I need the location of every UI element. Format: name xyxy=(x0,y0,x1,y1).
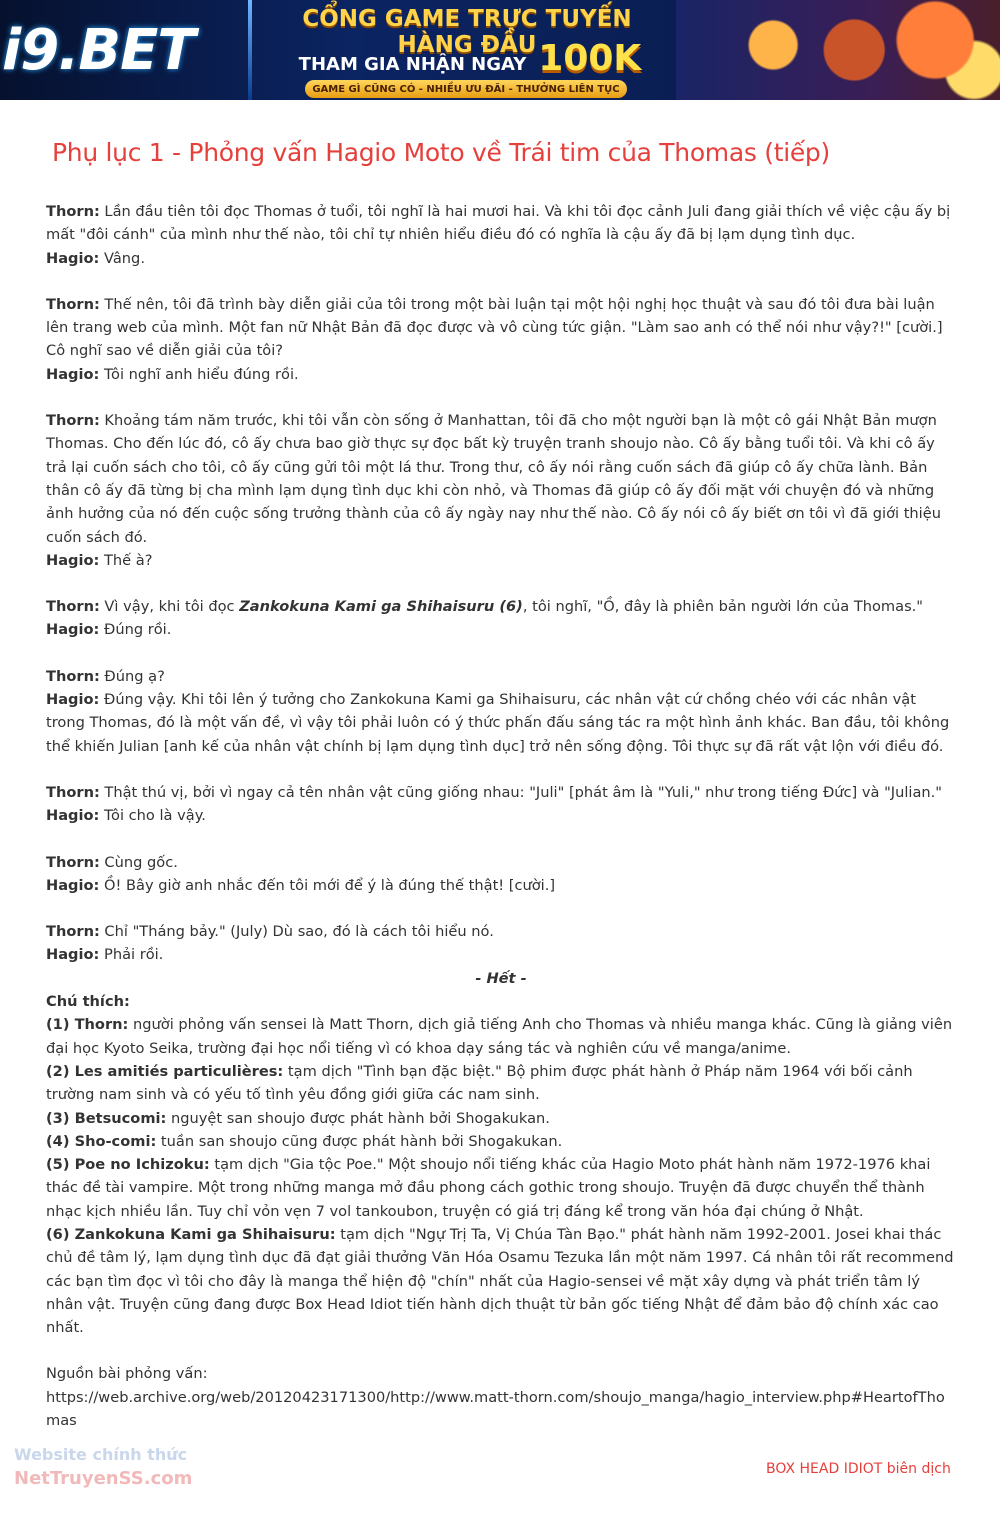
dialogue-line xyxy=(46,665,956,688)
dialogue-block xyxy=(46,665,956,758)
dialogue-text: Thế nên, tôi đã trình bày diễn giải của tôi trong một bài luận tại một hội nghị học thuật và sau đó tôi đưa bài luận lên trang web của mình. Một fan nữ Nhật Bản đã đọc được và vô cùng tức giận. "Làm sao anh có thể nói như vậy?!" [cười.] Cô nghĩ sao về diễn giải của tôi? xyxy=(46,295,943,360)
speaker-label: Thorn: xyxy=(46,598,100,616)
source-link[interactable]: https://web.archive.org/web/20120423171300/http://www.matt-thorn.com/shoujo_manga/hagio_interview.php#HeartofThomas xyxy=(46,1388,945,1430)
banner-headline: CỔNG GAME TRỰC TUYẾN HÀNG ĐẦU xyxy=(302,6,632,58)
note-item xyxy=(46,1153,956,1223)
dialogue-text: Cùng gốc. xyxy=(99,853,178,871)
dialogue-line xyxy=(46,200,956,247)
dialogue-text: Đúng ạ? xyxy=(99,667,165,685)
speaker-label: Hagio: xyxy=(46,946,100,964)
dialogue-text: Khoảng tám năm trước, khi tôi vẫn còn sống ở Manhattan, tôi đã cho một người bạn là một cô gái Nhật Bản mượn Thomas. Cho đến lúc đó, cô ấy chưa bao giờ thực sự đọc bất kỳ truyện tranh shoujo nào. Cô ấy bằng tuổi tôi. Và khi cô ấy trả lại cuốn sách cho tôi, cô ấy cũng gửi tôi một lá thư. Trong thư, cô ấy nói rằng cuốn sách đã giúp cô ấy chữa lành. Bản thân cô ấy đã từng bị cha mình lạm dụng tình dục khi còn nhỏ, và Thomas đã giúp cô ấy đối mặt với chuyện đó và những ảnh hưởng của nó đến cuộc sống trưởng thành của cô ấy ngày nay như thế nào. Cô ấy nói cô ấy biết ơn tôi vì đã giới thiệu cuốn sách đó. xyxy=(46,412,941,546)
dialogue-line xyxy=(46,247,956,270)
banner-divider xyxy=(248,0,252,100)
dialogue-line xyxy=(46,549,956,572)
note-item xyxy=(46,1060,956,1107)
note-text: nguyệt san shoujo được phát hành bởi Shogakukan. xyxy=(166,1109,550,1127)
speaker-label: Hagio: xyxy=(46,621,100,639)
dialogue-text: Chỉ "Tháng bảy." (July) Dù sao, đó là cách tôi hiểu nó. xyxy=(99,923,494,941)
speaker-label: Hagio: xyxy=(46,365,100,383)
dialogue-text: Tôi nghĩ anh hiểu đúng rồi. xyxy=(99,365,299,383)
note-item xyxy=(46,1107,956,1130)
note-text: tạm dịch "Tình bạn đặc biệt." Bộ phim được phát hành ở Pháp năm 1964 với bối cảnh trường nam sinh và có yếu tố tình yêu đồng giới giữa các nam sinh. xyxy=(46,1062,913,1104)
dialogue-text: Vì vậy, khi tôi đọc xyxy=(99,598,240,616)
note-label: (4) Sho-comi: xyxy=(46,1132,157,1150)
note-text: tạm dịch "Ngự Trị Ta, Vị Chúa Tàn Bạo." phát hành năm 1992-2001. Josei khai thác chủ đề tâm lý, lạm dụng tình dục đã đạt giải thưởng Văn Hóa Osamu Tezuka lần một năm 1997. Cá nhân tôi rất recommend các bạn tìm đọc vì tôi cho đây là manga thể hiện độ "chín" nhất của Hagio-sensei về mặt xây dựng và phát triển tâm lý nhân vật. Truyện cũng đang được Box Head Idiot tiến hành dịch thuật từ bản gốc tiếng Nhật để đảm bảo độ chính xác cao nhất. xyxy=(46,1225,954,1337)
note-label: (2) Les amitiés particulières: xyxy=(46,1062,284,1080)
notes-list xyxy=(46,1013,956,1339)
dialogue-line xyxy=(46,920,956,943)
i9bet-logo xyxy=(2,8,244,92)
banner-offer-amount: 100K xyxy=(538,38,642,79)
dialogue-text: Đúng vậy. Khi tôi lên ý tưởng cho Zankokuna Kami ga Shihaisuru, các nhân vật cứ chồng chéo với các nhân vật trong Thomas, đó là một vấn đề, vì vậy tôi phải luôn có ý thức phấn đấu sáng tác ra một hình ảnh khác. Ban đầu, tôi không thể khiến Julian [anh kế của nhân vật chính bị lạm dụng tình dục] trở nên sống động. Tôi thực sự đã rất vật lộn với điều đó. xyxy=(46,691,950,755)
logo-text: i9.BET xyxy=(2,17,195,83)
ad-banner[interactable] xyxy=(0,0,1000,100)
site-watermark xyxy=(14,1443,234,1491)
note-text: người phỏng vấn sensei là Matt Thorn, dịch giả tiếng Anh cho Thomas và nhiều manga khác. Cũng là giảng viên đại học Kyoto Seika, trường đại học nổi tiếng vì có khoa dạy sáng tác và nghiên cứu về manga/anime. xyxy=(46,1016,953,1057)
dialogue-block xyxy=(46,920,956,967)
speaker-label: Thorn: xyxy=(46,853,100,871)
dialogue-text: Thế à? xyxy=(99,551,153,569)
dialogue-line xyxy=(46,943,956,966)
speaker-label: Hagio: xyxy=(46,249,100,267)
dialogue-line xyxy=(46,618,956,641)
notes-heading: Chú thích: xyxy=(46,993,130,1011)
dialogue-text: Lần đầu tiên tôi đọc Thomas ở tuổi, tôi nghĩ là hai mươi hai. Và khi tôi đọc cảnh Juli đang giải thích về việc cậu ấy bị mất "đôi cánh" của mình như thế nào, tôi chỉ tự nhiên hiểu điều đó có nghĩa là cậu ấy đã bị lạm dụng tình dục. xyxy=(46,203,951,244)
dialogue-block xyxy=(46,409,956,572)
dialogue-line xyxy=(46,781,956,804)
note-text: tạm dịch "Gia tộc Poe." Một shoujo nổi tiếng khác của Hagio Moto phát hành năm 1972-1976 khai thác đề tài vampire. Một trong những manga mở đầu phong cách gothic trong shoujo. Truyện đã được chuyển thể thành nhạc kịch nhiều lần. Tuy chỉ vỏn vẹn 7 vol tankoubon, truyện có giá trị đáng kể trong văn hóa đại chúng ở Nhật. xyxy=(46,1156,931,1220)
work-title: Zankokuna Kami ga Shihaisuru (6) xyxy=(239,598,523,616)
article-body xyxy=(46,200,956,1432)
dialogue-line xyxy=(46,409,956,549)
note-item xyxy=(46,1013,956,1060)
dialogue-line xyxy=(46,595,956,618)
watermark-line2: NetTruyenSS.com xyxy=(14,1468,193,1489)
dialogue-text: Phải rồi. xyxy=(99,946,164,964)
note-text: tuần san shoujo cũng được phát hành bởi Shogakukan. xyxy=(156,1132,563,1150)
dialogue-block xyxy=(46,595,956,642)
dialogue-line xyxy=(46,874,956,897)
dialogue-line xyxy=(46,688,956,758)
speaker-label: Thorn: xyxy=(46,295,100,313)
watermark-line1: Website chính thức xyxy=(14,1445,188,1464)
note-item xyxy=(46,1223,956,1339)
speaker-label: Thorn: xyxy=(46,783,100,801)
source-section xyxy=(46,1362,956,1432)
translator-credit: BOX HEAD IDIOT biên dịch xyxy=(766,1461,951,1477)
speaker-label: Hagio: xyxy=(46,551,100,569)
dialogue-text: Ồ! Bây giờ anh nhắc đến tôi mới để ý là đúng thế thật! [cười.] xyxy=(99,876,556,894)
speaker-label: Hagio: xyxy=(46,807,100,825)
note-label: (1) Thorn: xyxy=(46,1016,129,1034)
dialogue-text: Tôi cho là vậy. xyxy=(99,807,206,825)
banner-characters-image xyxy=(676,0,1000,100)
dialogue-line xyxy=(46,363,956,386)
dialogue-text: , tôi nghĩ, "Ồ, đây là phiên bản người lớn của Thomas." xyxy=(522,598,924,616)
dialogue-line xyxy=(46,804,956,827)
speaker-label: Hagio: xyxy=(46,691,100,709)
speaker-label: Thorn: xyxy=(46,203,100,220)
banner-offer xyxy=(290,38,650,79)
dialogue-block xyxy=(46,851,956,898)
speaker-label: Thorn: xyxy=(46,923,100,941)
dialogue-line xyxy=(46,293,956,363)
dialogue-text: Vâng. xyxy=(99,249,145,267)
note-label: (5) Poe no Ichizoku: xyxy=(46,1156,210,1174)
source-label: Nguồn bài phỏng vấn: xyxy=(46,1365,208,1383)
note-label: (6) Zankokuna Kami ga Shihaisuru: xyxy=(46,1225,336,1243)
speaker-label: Thorn: xyxy=(46,667,100,685)
dialogue-text: Đúng rồi. xyxy=(99,621,172,639)
speaker-label: Thorn: xyxy=(46,412,100,430)
dialogue-block xyxy=(46,293,956,386)
end-mark: - Hết - xyxy=(475,969,527,987)
dialogue-block xyxy=(46,781,956,828)
banner-tagline: GAME GÌ CŨNG CÓ - NHIỀU ƯU ĐÃI - THƯỞNG LIÊN TỤC xyxy=(305,80,627,98)
dialogue-line xyxy=(46,851,956,874)
dialogue-text: Thật thú vị, bởi vì ngay cả tên nhân vật cũng giống nhau: "Juli" [phát âm là "Yuli," như trong tiếng Đức] và "Julian." xyxy=(99,783,943,801)
page-title: Phụ lục 1 - Phỏng vấn Hagio Moto về Trái tim của Thomas (tiếp) xyxy=(52,138,830,167)
note-label: (3) Betsucomi: xyxy=(46,1109,167,1127)
speaker-label: Hagio: xyxy=(46,876,100,894)
note-item xyxy=(46,1130,956,1153)
dialogue-block xyxy=(46,200,956,270)
banner-offer-text: THAM GIA NHẬN NGAY xyxy=(298,54,527,75)
